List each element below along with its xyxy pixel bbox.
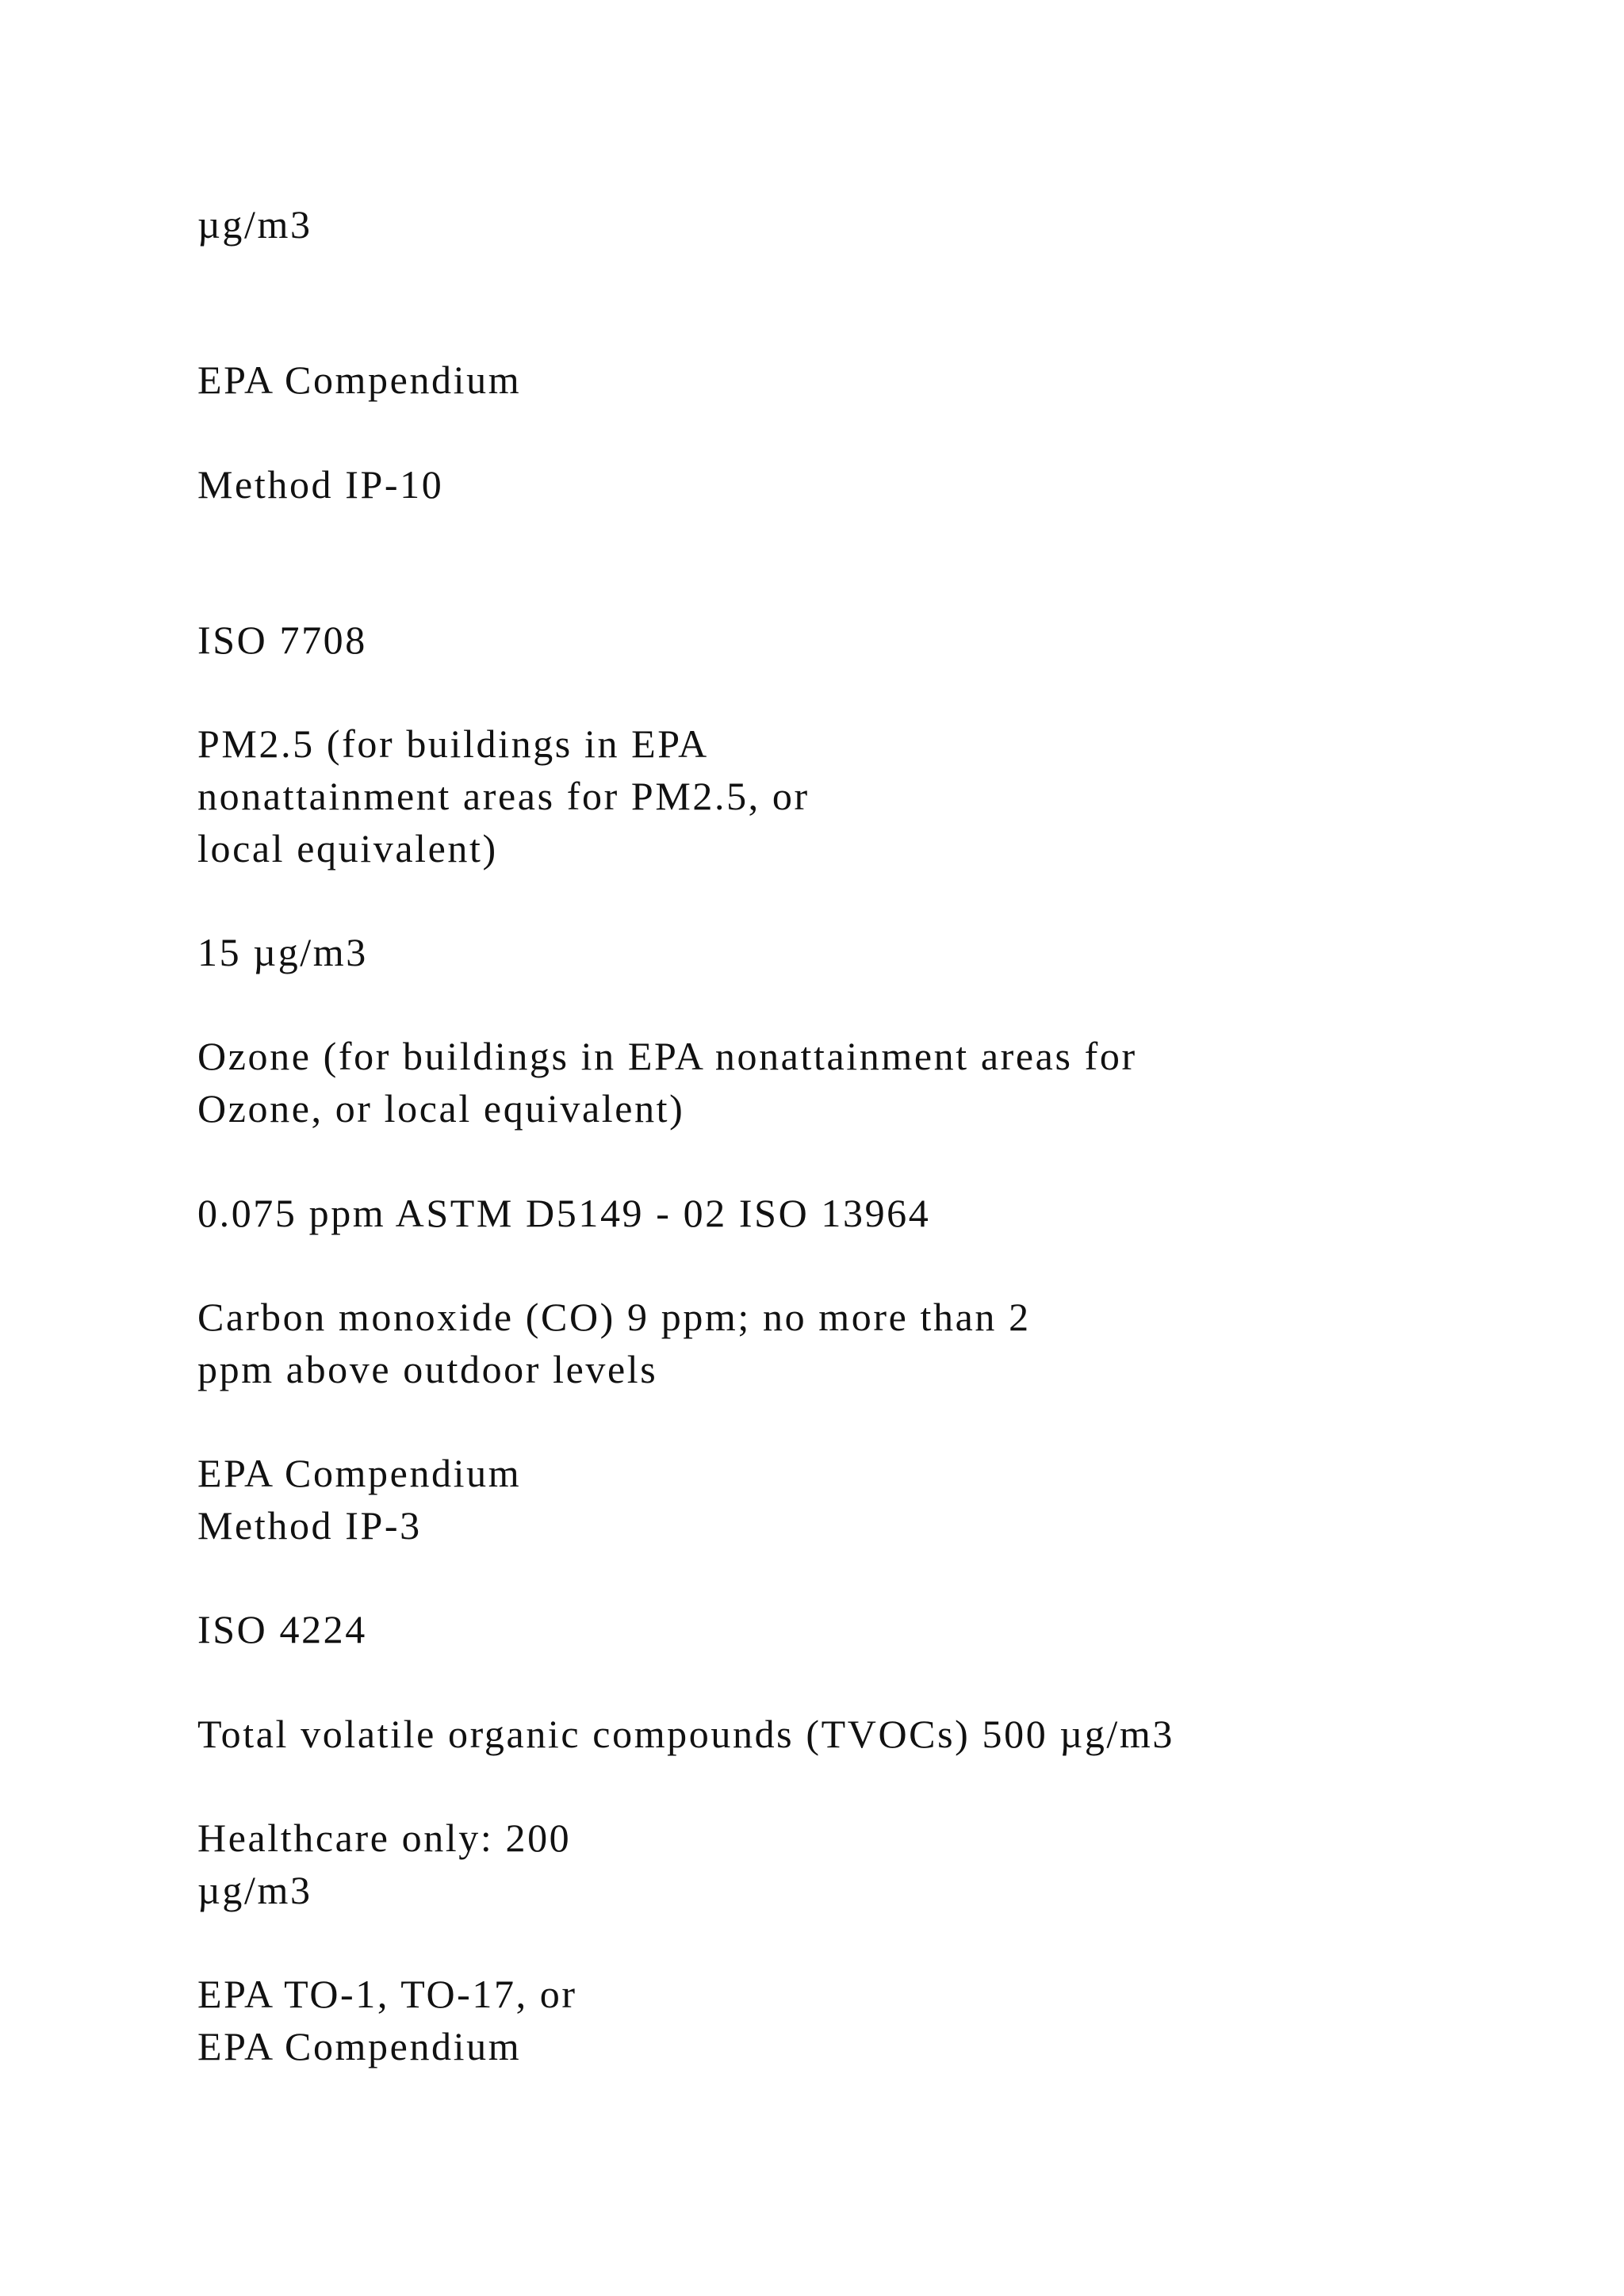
text-line: ISO 7708 [197,618,367,662]
text-line: µg/m3 [197,202,312,247]
text-line: ppm above outdoor levels [197,1347,658,1391]
text-line: ISO 4224 [197,1607,367,1651]
text-line: Method IP-3 [197,1503,422,1548]
text-line: µg/m3 [197,1868,312,1912]
text-line: EPA Compendium [197,1451,522,1495]
text-line: Total volatile organic compounds (TVOCs) 500 µg/m3 [197,1712,1175,1756]
text-line: local equivalent) [197,826,498,871]
text-line: PM2.5 (for buildings in EPA [197,721,709,766]
text-line: Ozone (for buildings in EPA nonattainment areas for [197,1034,1137,1078]
text-line: Healthcare only: 200 [197,1816,572,1860]
text-line: EPA Compendium [197,358,522,402]
text-line: Ozone, or local equivalent) [197,1086,685,1131]
text-line: EPA Compendium [197,2024,522,2068]
text-line: nonattainment areas for PM2.5, or [197,774,810,818]
text-line: Carbon monoxide (CO) 9 ppm; no more than 2 [197,1295,1031,1339]
text-line: 0.075 ppm ASTM D5149 - 02 ISO 13964 [197,1191,931,1235]
text-line: Method IP-10 [197,462,444,507]
text-line: EPA TO-1, TO-17, or [197,1972,577,2016]
text-line: 15 µg/m3 [197,930,368,974]
